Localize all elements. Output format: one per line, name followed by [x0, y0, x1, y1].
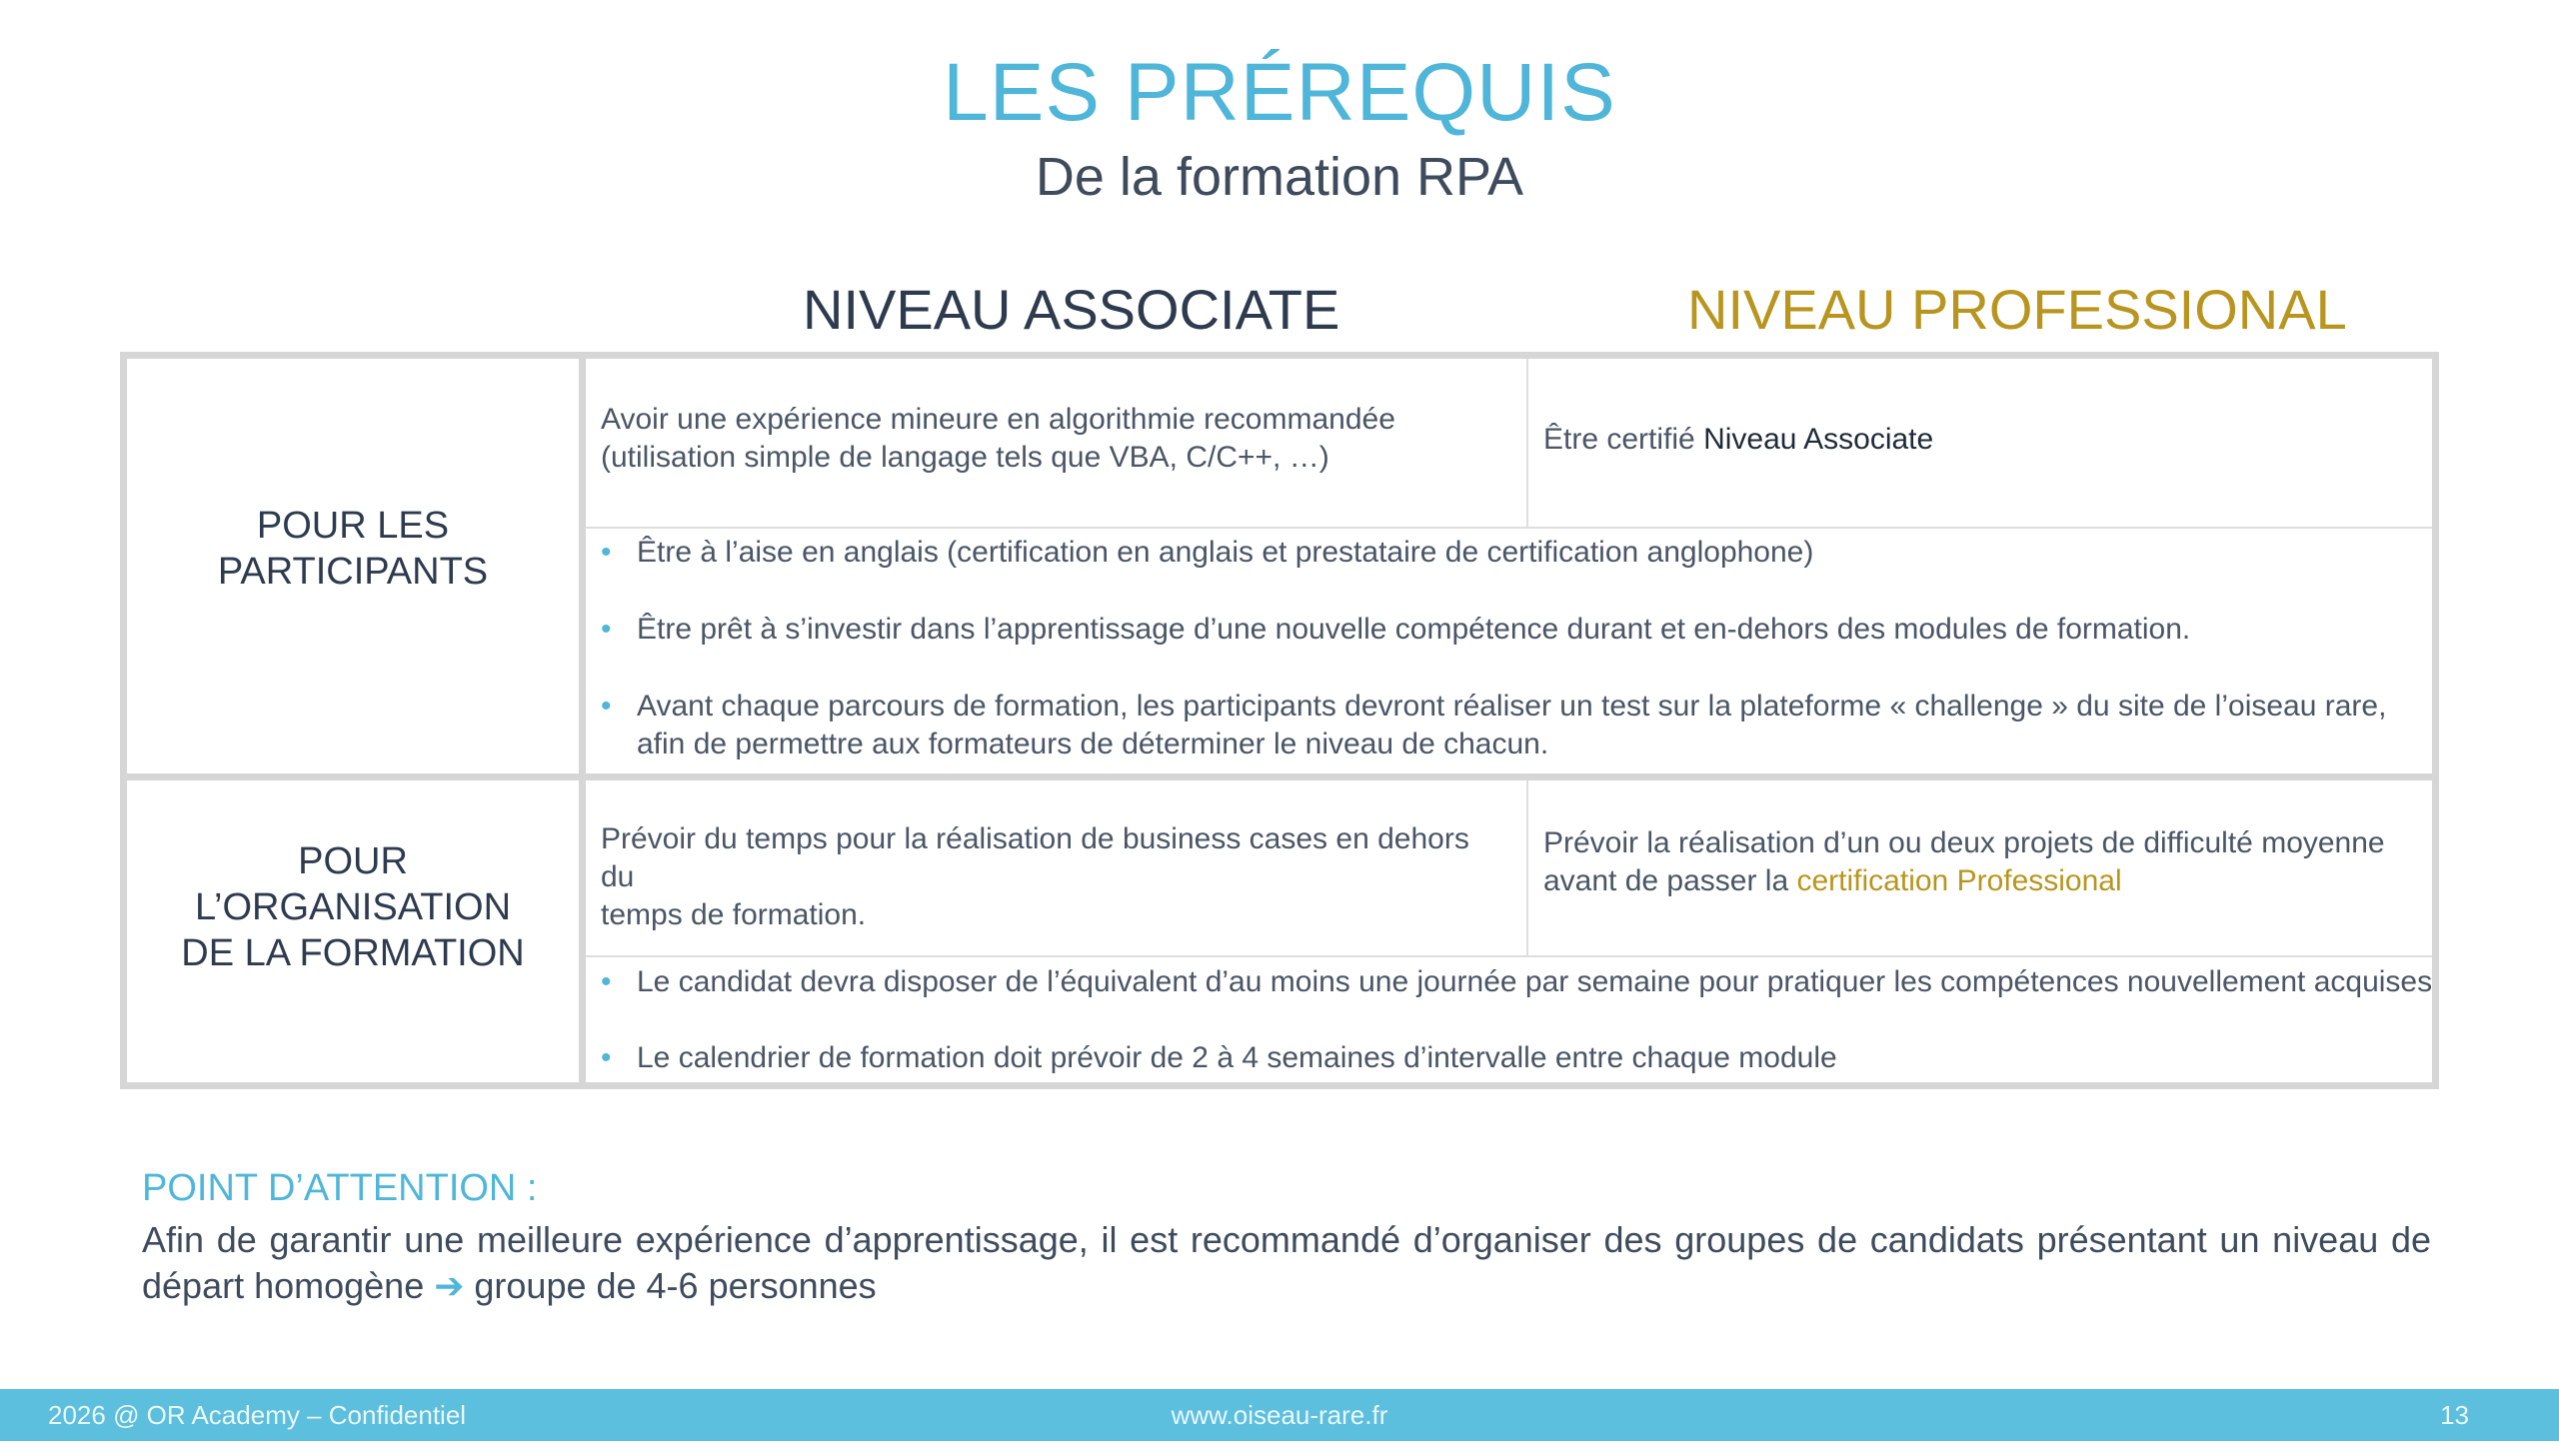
footer-copyright: 2026 @ OR Academy – Confidentiel [48, 1400, 467, 1430]
column-header-professional: NIVEAU PROFESSIONAL [1687, 278, 2347, 341]
highlight-niveau-associate: Niveau Associate [1703, 423, 1934, 456]
prerequisites-table: POUR LES PARTICIPANTS Avoir une expérience mineure en algorithmie recommandée (utilisation simple de langage tels que VBA, C/C++, …) Être certifié Niveau Associate • Être à l’aise en anglais (certification en anglais et prestataire de certification anglophone) • Être prêt à s’investir dans l’apprentissage d’une nouvelle compétence durant et en-dehors des modules de formation. • Avant chaque parcours de formation, les participants devront réaliser un test sur la plateforme « challenge » du site de l’oiseau rare, afin de permettre aux formateurs de déterminer le niveau de chacun. POUR L’ORGANISATION DE LA FORMATION Prévoir du temps pour la réalisation de business cases en dehors du temps de formation. Prévoir la réalisation d’un ou deux projets de difficulté moyenne avant de passer la certification Professional • Le candidat devra disposer de l’équivalent d’au moins une journée par semaine pour pratiquer les compétences nouvellement acquises • Le calendrier de formation doit prévoir de 2 à 4 semaines d’intervalle entre chaque module [120, 352, 2439, 1089]
page-title: LES PRÉREQUIS [943, 47, 1616, 138]
table-divider-bullets-row1 [586, 527, 2432, 529]
bullet-icon: • [601, 613, 612, 646]
row-label-organisation: POUR L’ORGANISATION DE LA FORMATION [181, 840, 525, 974]
bullet-icon: • [601, 536, 612, 569]
row-label-participants: POUR LES PARTICIPANTS [217, 505, 489, 593]
table-divider-cols-row1 [1526, 359, 1528, 527]
table-divider-cols-row2 [1526, 780, 1528, 955]
attention-text: Afin de garantir une meilleure expérience d’apprentissage, il est recommandé d’organiser des groupes de candidats présentant un niveau de départ homogène ➔ groupe de 4-6 personnes [142, 1219, 2431, 1306]
cell-participants-professional: Être certifié Niveau Associate [1543, 423, 1934, 456]
attention-heading: POINT D’ATTENTION : [142, 1167, 538, 1209]
page-number: 13 [2440, 1400, 2469, 1430]
bullet-icon: • [601, 1041, 612, 1074]
footer-bar [0, 1389, 2559, 1441]
column-header-associate: NIVEAU ASSOCIATE [803, 278, 1340, 341]
arrow-right-icon: ➔ [434, 1265, 465, 1306]
bullet-icon: • [601, 690, 612, 723]
bullet-icon: • [601, 965, 612, 998]
table-divider-label [579, 359, 586, 1082]
page-subtitle: De la formation RPA [1035, 147, 1524, 207]
table-divider-bullets-row2 [586, 955, 2432, 957]
highlight-certification-professional: certification Professional [1796, 864, 2122, 897]
footer-website: www.oiseau-rare.fr [1171, 1400, 1388, 1430]
table-divider-rows [127, 773, 2432, 780]
cell-participants-associate: Avoir une expérience mineure en algorithmie recommandée (utilisation simple de langage tels que VBA, C/C++, …) [601, 403, 1395, 474]
cell-organisation-professional: Prévoir la réalisation d’un ou deux projets de difficulté moyenne avant de passer la certification Professional [1543, 826, 2385, 897]
cell-organisation-associate: Prévoir du temps pour la réalisation de business cases en dehors du temps de formation. [601, 822, 1469, 931]
